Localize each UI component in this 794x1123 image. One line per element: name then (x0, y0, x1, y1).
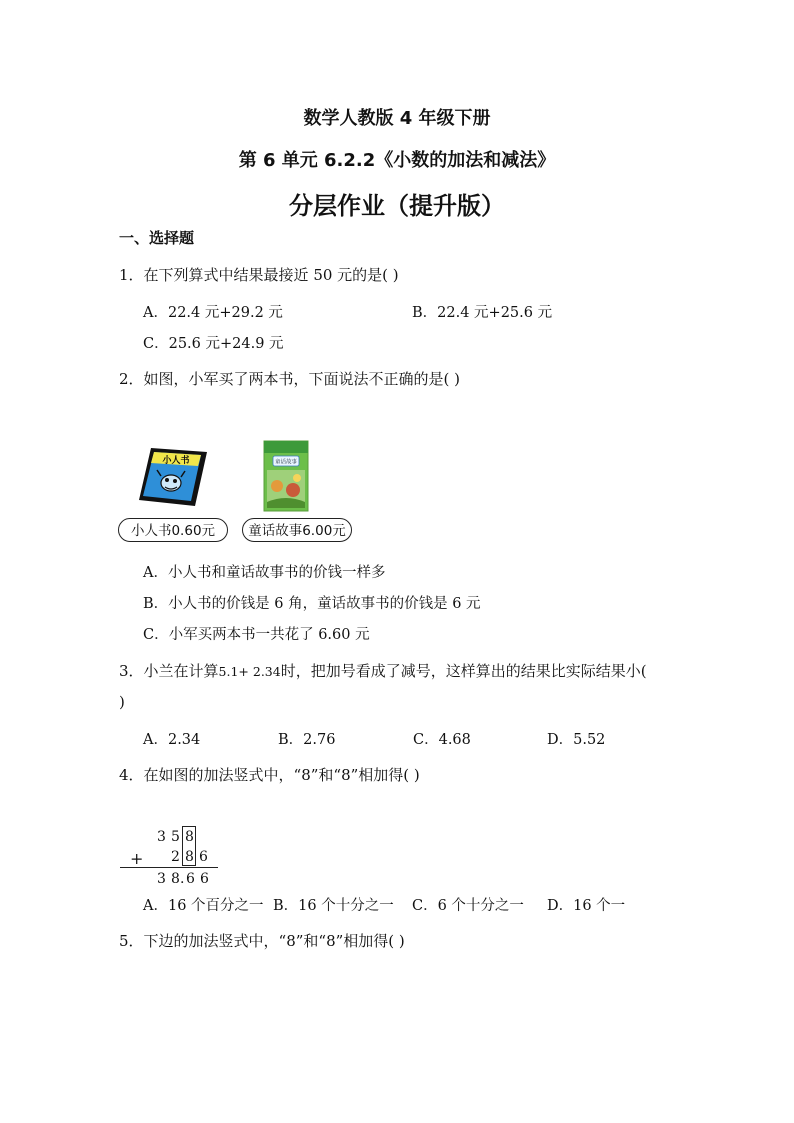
question-2: 2．如图，小军买了两本书，下面说法不正确的是( ) (119, 370, 461, 388)
price-tag-comic-book: 小人书0.60元 (118, 518, 228, 542)
fairy-tale-book-image (263, 440, 309, 512)
question-5: 5．下边的加法竖式中，“8”和“8”相加得( ) (119, 932, 405, 950)
q1-option-b: B．22.4 元+25.6 元 (412, 305, 553, 321)
title-unit: 第 6 单元 6.2.2《小数的加法和减法》 (238, 150, 556, 171)
q2-option-c: C．小军买两本书一共花了 6.60 元 (143, 627, 370, 643)
question-4: 4．在如图的加法竖式中，“8”和“8”相加得( ) (119, 766, 420, 784)
comic-book-image (137, 446, 207, 508)
q3-option-a: A．2.34 (143, 732, 201, 748)
q4-option-a: A．16 个百分之一 (143, 898, 264, 914)
q2-option-a: A．小人书和童话故事书的价钱一样多 (143, 565, 386, 581)
q3-option-b: B．2.76 (278, 732, 336, 748)
fairy-tale-cover-text: 童话故事 (274, 459, 298, 466)
q3-option-c: C．4.68 (413, 732, 471, 748)
addend2-digit-highlighted: 8 (185, 849, 194, 865)
q3-expression: 5.1+ 2.34 (218, 664, 281, 679)
addend1-digit: 3 (157, 829, 166, 845)
plus-sign: + (130, 849, 144, 868)
q3-text-suffix: 时，把加号看成了减号，这样算出的结果比实际结果小( (280, 662, 647, 680)
sum-digit: 6 (200, 871, 209, 887)
question-3 (119, 660, 647, 681)
comic-book-cover-text: 小人书 (162, 456, 190, 466)
q3-text-prefix: 3．小兰在计算 (119, 662, 219, 680)
sum-digit: 3 (157, 871, 166, 887)
sum-decimal-point: . (180, 871, 185, 887)
question-3-continued: ) (119, 693, 125, 711)
title-grade: 数学人教版 4 年级下册 (303, 108, 491, 129)
price-tag-fairy-tale-book: 童话故事6.00元 (242, 518, 352, 542)
addend2-digit: 6 (199, 849, 208, 865)
q1-option-c: C．25.6 元+24.9 元 (143, 336, 284, 352)
highlight-box (182, 826, 196, 866)
vertical-addition (120, 825, 230, 891)
q4-option-d: D．16 个一 (547, 898, 626, 914)
q2-option-b: B．小人书的价钱是 6 角，童话故事书的价钱是 6 元 (143, 596, 481, 612)
q4-option-c: C．6 个十分之一 (412, 898, 524, 914)
sum-digit: 8 (171, 871, 180, 887)
question-1: 1．在下列算式中结果最接近 50 元的是( ) (119, 266, 399, 284)
sum-line (120, 867, 218, 868)
q3-option-d: D．5.52 (547, 732, 606, 748)
section-multiple-choice: 一、选择题 (119, 229, 195, 247)
q1-option-a: A．22.4 元+29.2 元 (143, 305, 283, 321)
addend2-digit: 2 (171, 849, 180, 865)
addend1-digit: 5 (171, 829, 180, 845)
addend1-digit-highlighted: 8 (185, 829, 194, 845)
q4-option-b: B．16 个十分之一 (273, 898, 394, 914)
sum-digit: 6 (186, 871, 195, 887)
title-worksheet: 分层作业（提升版） (289, 192, 505, 220)
